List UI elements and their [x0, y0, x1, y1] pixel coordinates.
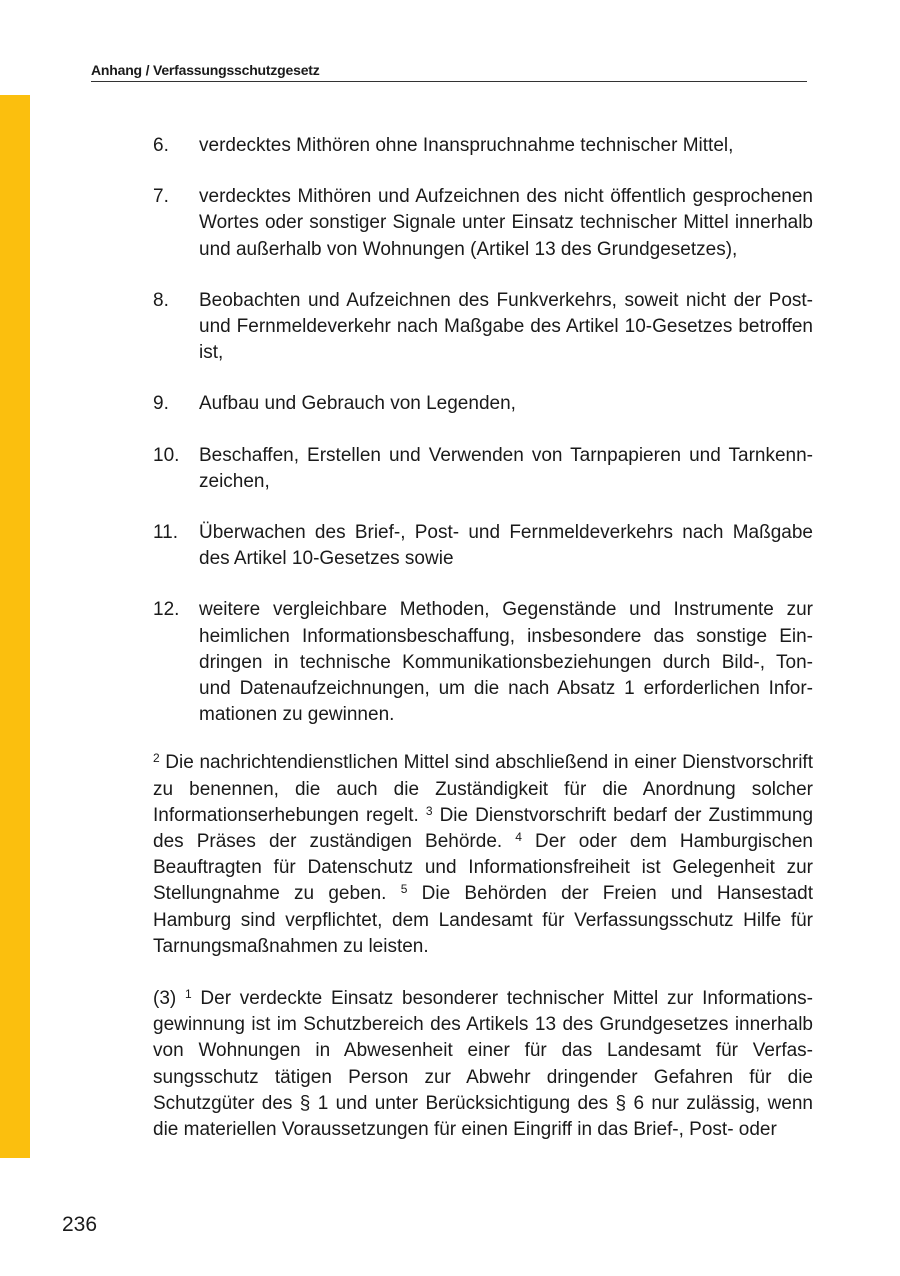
- list-item: [153, 133, 813, 159]
- sentence-text: Die Behörden der Freien und Hansestadt Hamburg sind verpflichtet, dem Landesamt für Verfassungsschutz Hilfe für Tarnungsmaßnahmen zu leisten.: [153, 883, 813, 957]
- section-label: (3): [153, 988, 185, 1010]
- sentence-number: 3: [425, 803, 433, 818]
- list-item-text: verdecktes Mithören und Aufzeichnen des nicht öffentlich gesprochenen Wortes oder sonstiger Signale unter Einsatz technischer Mittel innerhalb und außerhalb von Wohnungen (Artikel 13 des Grundgesetzes),: [199, 186, 813, 260]
- sentence-text: Der oder dem Hamburgischen Beauftragten für Datenschutz und Informationsfreiheit ist Gelegenheit zur Stellungnahme zu geben.: [153, 831, 813, 905]
- yellow-side-bar: [0, 95, 30, 1158]
- sentence-number: 1: [184, 987, 192, 1002]
- sentence-number: 4: [515, 830, 522, 845]
- list-item-text: weitere vergleichbare Methoden, Gegenstände und Instrumente zur heimlichen Informationsbeschaffung, insbesondere das sonstige Eindringen in technische Kommunikationsbeziehungen durch Bild-, Ton- und Datenaufzeichnungen, um die nach Absatz 1 erforderlichen Informationen zu gewinnen.: [199, 599, 813, 726]
- list-item-number: 10.: [153, 444, 180, 466]
- paragraph-sentences-2-5: [153, 750, 813, 960]
- sentence-text: Die Dienstvorschrift bedarf der Zustimmung des Präses der zuständigen Behörde.: [153, 804, 814, 853]
- sentence-number: 2: [153, 751, 160, 766]
- page-content: [153, 133, 813, 1169]
- page-number: 236: [62, 1213, 98, 1236]
- list-item-text: Beschaffen, Erstellen und Verwenden von Tarnpapieren und Tarnkennzeichen,: [199, 444, 813, 492]
- sentence-text: Die nachrichtendienstlichen Mittel sind abschließend in einer Dienstvorschrift zu benennen, die auch die Zuständigkeit für die Anordnung solcher Informationserhebungen regelt.: [153, 752, 813, 826]
- list-item: [153, 597, 813, 728]
- running-header: Anhang / Verfassungsschutzgesetz: [91, 62, 807, 82]
- list-item-number: 11.: [153, 522, 179, 544]
- list-item-text: Beobachten und Aufzeichnen des Funkverkehrs, soweit nicht der Post- und Fernmeldeverkehr nach Maßgabe des Artikel 10-Gesetzes betroffen ist,: [199, 289, 813, 364]
- list-item-number: 8.: [153, 289, 169, 311]
- sentence-text: Der verdeckte Einsatz besonderer technischer Mittel zur Informationsgewinnung ist im Schutzbereich des Artikels 13 des Grundgesetzes innerhalb von Wohnungen in Abwesenheit einer für das Landesamt für Verfassungsschutz tätigen Person zur Abwehr dringender Gefahren für die Schutzgüter des § 1 und unter Berücksichtigung des § 6 nur zulässig, wenn die materiellen Voraussetzungen für einen Eingriff in das Brief-, Post- oder: [153, 988, 813, 1141]
- list-item: [153, 443, 813, 495]
- list-item-number: 12.: [153, 599, 180, 621]
- list-item-text: Aufbau und Gebrauch von Legenden,: [199, 393, 516, 415]
- list-item: [153, 184, 813, 263]
- list-item-text: Überwachen des Brief-, Post- und Fernmeldeverkehrs nach Maßgabe des Artikel 10-Gesetzes sowie: [199, 522, 813, 570]
- sentence-number: 5: [400, 882, 408, 897]
- list-item-number: 7.: [153, 186, 169, 208]
- numbered-list: [153, 133, 813, 728]
- list-item: [153, 391, 813, 417]
- list-item: [153, 520, 813, 572]
- list-item-number: 9.: [153, 393, 169, 415]
- paragraph-section-3: [153, 986, 813, 1143]
- list-item-text: verdecktes Mithören ohne Inanspruchnahme technischer Mittel,: [199, 135, 734, 156]
- list-item-number: 6.: [153, 135, 169, 156]
- list-item: [153, 288, 813, 367]
